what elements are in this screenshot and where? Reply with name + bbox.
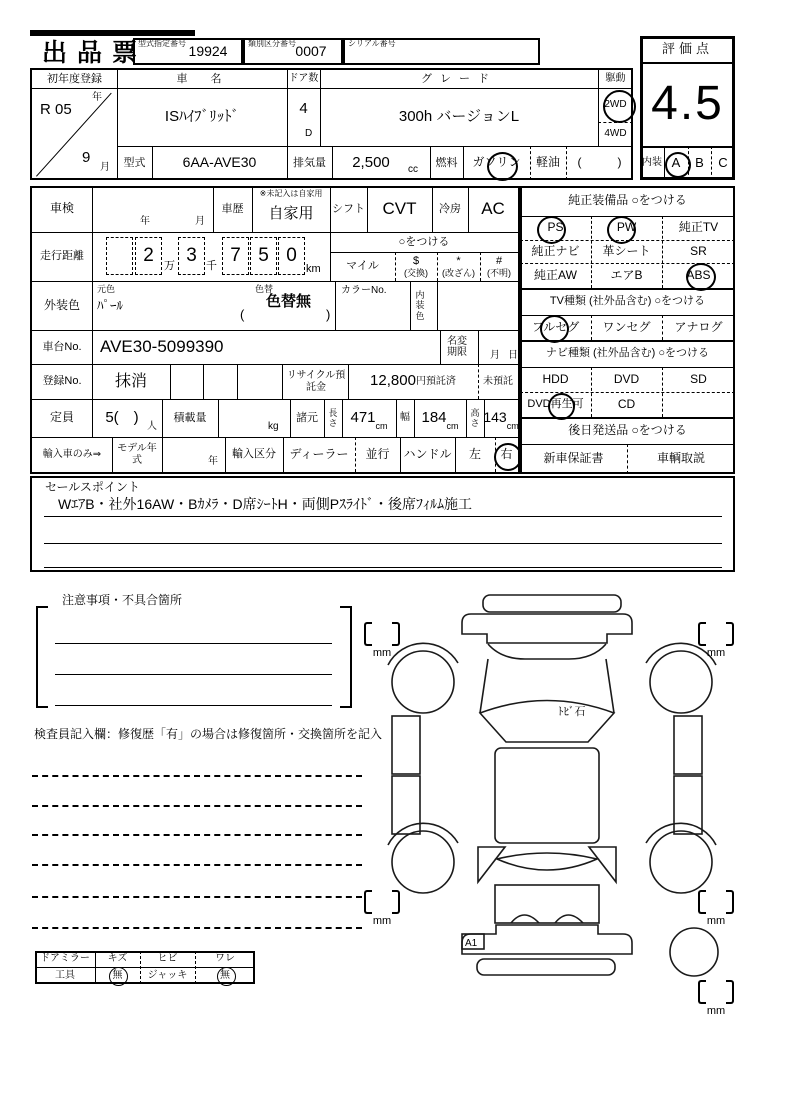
- door-rear-right: [674, 776, 702, 834]
- equip-leather: 革シート: [602, 243, 651, 258]
- displacement-value: 2,500: [352, 153, 390, 171]
- navi-dvd: DVD: [613, 371, 640, 386]
- bracket-right-icon: [726, 890, 734, 914]
- rear-bumper: [462, 925, 632, 954]
- mm-marker-rear-left: mm: [364, 890, 400, 932]
- equip-sr: SR: [690, 243, 707, 258]
- mm-marker-spare: mm: [698, 980, 734, 1022]
- car-name-label: 車 名: [176, 72, 228, 85]
- recycle-none: 未預託: [483, 375, 513, 387]
- height-value: 143: [483, 409, 507, 426]
- mm-marker-front-right: mm: [698, 622, 734, 664]
- orig-color-value: ﾊﾟｰﾙ: [97, 298, 123, 313]
- bracket-left-icon: [364, 622, 372, 646]
- door-rear-left: [392, 776, 420, 834]
- evaluation-label: 評価点: [661, 40, 713, 56]
- page-title: 出品票: [42, 39, 148, 67]
- wheel-rear-right: [650, 831, 712, 893]
- color-no-label: カラーNo.: [341, 285, 387, 296]
- serial-label: シリアル番号: [348, 39, 396, 48]
- chassis-label: 車台No.: [42, 340, 82, 353]
- dvd-play-circle-mark: [548, 393, 575, 420]
- first-reg-year: R 05: [40, 101, 72, 118]
- equip-tv: 純正TV: [678, 220, 719, 235]
- bracket-left-icon: [698, 890, 706, 914]
- model-label: 型式: [123, 156, 146, 169]
- height-label: 高さ: [470, 407, 480, 428]
- wheel-rear-left: [392, 831, 454, 893]
- caution-bracket-right: [340, 606, 352, 708]
- mileage-hash-sub: (不明): [487, 267, 511, 278]
- reg-no-label: 登録No.: [42, 375, 82, 388]
- bracket-right-icon: [726, 980, 734, 1004]
- ext-color-label: 外装色: [43, 297, 80, 312]
- interior-grade-a: A: [671, 154, 681, 170]
- sales-points-text: WｴｱB・社外16AW・Bｶﾒﾗ・D席ｼｰﾄH・両側Pｽﾗｲﾄﾞ・後席ﾌｨﾙﾑ施工: [58, 496, 473, 512]
- ship-manual: 車輌取説: [656, 451, 705, 466]
- class-no-value: 0007: [295, 42, 327, 59]
- history-label: 車歴: [221, 202, 244, 215]
- door-front-left: [392, 716, 420, 774]
- spec-label: 諸元: [296, 411, 318, 424]
- mileage-digit-1: 0: [278, 237, 305, 275]
- spare-tire: [670, 928, 718, 976]
- mileage-asterisk-sub: (改ざん): [442, 267, 475, 278]
- drive-2wd-circle-mark: [603, 90, 636, 123]
- import-parallel: 並行: [365, 446, 390, 461]
- height-unit: cm: [506, 420, 519, 431]
- model-value: 6AA-AVE30: [182, 154, 257, 171]
- stone-chip-annotation: ﾄﾋﾞ石: [558, 706, 586, 718]
- mileage-digit-blank: [106, 237, 133, 275]
- equip-pw: PW: [616, 220, 637, 235]
- recycle-suffix: 円預託済: [415, 375, 456, 387]
- grade-value: 300h バージョンL: [398, 107, 520, 125]
- handle-right-circle-mark: [494, 443, 522, 471]
- width-label: 幅: [400, 412, 410, 424]
- handle-right: 右: [500, 446, 513, 461]
- drive-label: 駆動: [605, 73, 626, 85]
- int-color-label: 内装色: [415, 289, 425, 321]
- capacity-label: 定員: [49, 410, 74, 425]
- recolor-paren-left: (: [240, 307, 245, 322]
- fuel-diesel: 軽油: [535, 155, 560, 170]
- interior-grade-b: B: [695, 154, 704, 170]
- first-reg-month: 9: [82, 149, 91, 166]
- tv-fullseg: フルセグ: [531, 319, 580, 334]
- navi-dvd-play: DVD再生可: [527, 398, 584, 411]
- chassis-value: AVE30-5099390: [100, 337, 224, 357]
- history-note: ※未記入は自家用: [259, 189, 323, 199]
- tools-none-2: 無: [220, 969, 230, 981]
- capacity-value: 5( ): [105, 408, 139, 426]
- drive-4wd: 4WD: [604, 128, 627, 140]
- mileage-mile: マイル: [346, 260, 379, 273]
- name-change-day: 日: [508, 350, 518, 361]
- navi-sd: SD: [690, 371, 707, 386]
- tv-analog: アナログ: [674, 319, 723, 334]
- tv-oneseg: ワンセグ: [602, 319, 651, 334]
- inspector-line-3: [32, 834, 362, 836]
- fuel-paren: ( ): [577, 155, 622, 170]
- interior-grade-a-circle-mark: [665, 152, 691, 178]
- ship-later-header: 後日発送品 ○をつける: [568, 422, 687, 437]
- bracket-left-icon: [698, 622, 706, 646]
- bracket-right-icon: [726, 622, 734, 646]
- recolor-value: 色替無: [266, 293, 312, 310]
- inspector-line-6: [32, 927, 362, 929]
- equip-abs: ABS: [686, 267, 711, 282]
- equip-navi: 純正ナビ: [531, 243, 580, 258]
- recolor-label: 色替: [255, 284, 274, 294]
- navi-hdd: HDD: [542, 371, 569, 386]
- equip-airbag: エアB: [610, 267, 643, 282]
- caution-line-3: [55, 705, 332, 706]
- tv-fullseg-circle-mark: [540, 315, 569, 343]
- drive-2wd: 2WD: [604, 99, 627, 111]
- doors-unit: D: [305, 128, 313, 139]
- tools-none-1: 無: [112, 969, 123, 981]
- equip-header: 純正装備品 ○をつける: [568, 193, 687, 208]
- equip-aw: 純正AW: [534, 267, 577, 282]
- mm-marker-front-left: mm: [364, 622, 400, 664]
- first-reg-month-suffix: 月: [100, 162, 110, 173]
- equip-abs-circle-mark: [686, 263, 716, 291]
- front-bumper: [462, 614, 632, 643]
- bracket-right-icon: [392, 622, 400, 646]
- car-diagram: [355, 585, 755, 1025]
- a1-mark-label: A1: [465, 938, 478, 949]
- trunk-panel: [495, 885, 599, 923]
- equip-ps: PS: [547, 220, 564, 235]
- mileage-circle-note: ○をつける: [398, 235, 450, 248]
- navi-type-header: ナビ種類 (社外品含む) ○をつける: [545, 347, 710, 360]
- inspector-note-label: 検査員記入欄：修復歴「有」の場合は修復箇所・交換箇所を記入: [34, 727, 383, 741]
- mileage-asterisk: *: [456, 255, 461, 268]
- class-no-label: 類別区分番号: [248, 39, 296, 48]
- caution-line-2: [55, 674, 332, 675]
- capacity-unit: 人: [147, 421, 157, 432]
- ac-value: AC: [481, 199, 505, 219]
- bracket-left-icon: [698, 980, 706, 1004]
- mileage-sen-suffix: 千: [206, 260, 217, 272]
- model-code-label: 型式指定番号: [138, 39, 186, 48]
- inspector-line-1: [32, 775, 362, 777]
- shaken-month-suffix: 月: [195, 216, 205, 227]
- shaken-label: 車検: [49, 201, 74, 216]
- evaluation-score: 4.5: [651, 77, 724, 131]
- recycle-label: リサイクル預託金: [286, 370, 346, 393]
- mileage-dollar-sub: (交換): [404, 267, 428, 278]
- tools-break-label: ワレ: [215, 953, 235, 965]
- reg-status: 抹消: [114, 372, 147, 390]
- shaken-year-suffix: 年: [140, 216, 150, 227]
- width-unit: cm: [446, 420, 459, 431]
- shift-label: シフト: [332, 202, 365, 215]
- inspector-line-4: [32, 864, 362, 866]
- inspector-line-5: [32, 896, 362, 898]
- windshield: [480, 701, 614, 743]
- inspector-line-2: [32, 805, 362, 807]
- recycle-amount: 12,800: [370, 372, 416, 390]
- bracket-right-icon: [392, 890, 400, 914]
- tools-mirror-label: ドアミラー: [40, 953, 90, 965]
- fuel-label: 燃料: [435, 156, 458, 169]
- car-name-value: ISﾊｲﾌﾞﾘｯﾄﾞ: [164, 107, 240, 125]
- displacement-label: 排気量: [293, 156, 326, 169]
- ac-label: 冷房: [439, 202, 461, 215]
- first-reg-label: 初年度登録: [47, 72, 102, 85]
- displacement-unit: cc: [408, 164, 418, 175]
- mileage-dollar: $: [412, 255, 420, 268]
- mileage-label: 走行距離: [40, 250, 84, 263]
- grade-label: グレード: [421, 72, 497, 85]
- model-year-label: モデル年式: [117, 443, 157, 466]
- rear-glass: [497, 853, 597, 870]
- fuel-gasoline: ガソリン: [472, 155, 521, 170]
- front-top-strip: [483, 595, 621, 612]
- fuel-gasoline-circle-mark: [487, 152, 518, 181]
- handle-label: ハンドル: [403, 446, 452, 461]
- load-label: 積載量: [173, 411, 207, 424]
- orig-color-label: 元色: [97, 284, 116, 294]
- length-unit: cm: [375, 420, 388, 431]
- width-value: 184: [421, 408, 447, 426]
- mileage-digit-man: 2: [135, 237, 162, 275]
- history-value: 自家用: [268, 204, 314, 222]
- length-value: 471: [350, 408, 376, 426]
- tools-crack-label: ヒビ: [157, 953, 178, 965]
- tools-none-1-circle-mark: [109, 967, 128, 986]
- tools-none-2-circle-mark: [217, 967, 236, 986]
- tools-scratch-label: キズ: [107, 953, 128, 965]
- ship-warranty: 新車保証書: [543, 451, 604, 466]
- tools-tool-label: 工具: [55, 969, 75, 981]
- model-year-unit: 年: [208, 456, 218, 467]
- first-reg-year-suffix: 年: [92, 92, 102, 103]
- model-code-value: 19924: [188, 42, 228, 59]
- door-front-right: [674, 716, 702, 774]
- name-change-label: 名変期限: [447, 335, 467, 358]
- title-top-bar: [30, 30, 195, 36]
- interior-label: 内装: [642, 157, 662, 169]
- doors-value: 4: [299, 99, 308, 117]
- mileage-digit-100: 7: [222, 237, 249, 275]
- mileage-km-unit: km: [306, 263, 321, 275]
- roof-panel: [495, 748, 599, 843]
- caution-label: 注意事項・不具合箇所: [62, 593, 183, 607]
- bracket-left-icon: [364, 890, 372, 914]
- rear-bottom-strip: [477, 959, 615, 975]
- tools-jack-label: ジャッキ: [147, 969, 188, 981]
- load-unit: kg: [268, 421, 279, 432]
- length-label: 長さ: [328, 407, 338, 428]
- name-change-month: 月: [490, 350, 500, 361]
- recolor-paren-right: ): [326, 307, 331, 322]
- mileage-man-suffix: 万: [164, 260, 175, 272]
- interior-grade-c: C: [718, 154, 728, 170]
- caution-line-1: [55, 643, 332, 644]
- mm-marker-rear-right: mm: [698, 890, 734, 932]
- import-only-label: 輸入車のみ⇒: [42, 448, 102, 460]
- import-dealer: ディーラー: [289, 446, 349, 461]
- import-type-label: 輸入区分: [232, 448, 276, 461]
- sales-points-label: セールスポイント: [45, 480, 140, 494]
- caution-bracket-left: [36, 606, 48, 708]
- mileage-digit-sen: 3: [178, 237, 205, 275]
- shift-value: CVT: [382, 199, 417, 219]
- mileage-digit-10: 5: [250, 237, 277, 275]
- handle-left: 左: [468, 446, 481, 461]
- wheel-front-left: [392, 651, 454, 713]
- tv-type-header: TV種類 (社外品含む) ○をつける: [549, 295, 706, 308]
- mileage-hash: #: [495, 255, 503, 268]
- navi-cd: CD: [617, 396, 636, 411]
- doors-label: ドア数: [288, 73, 319, 85]
